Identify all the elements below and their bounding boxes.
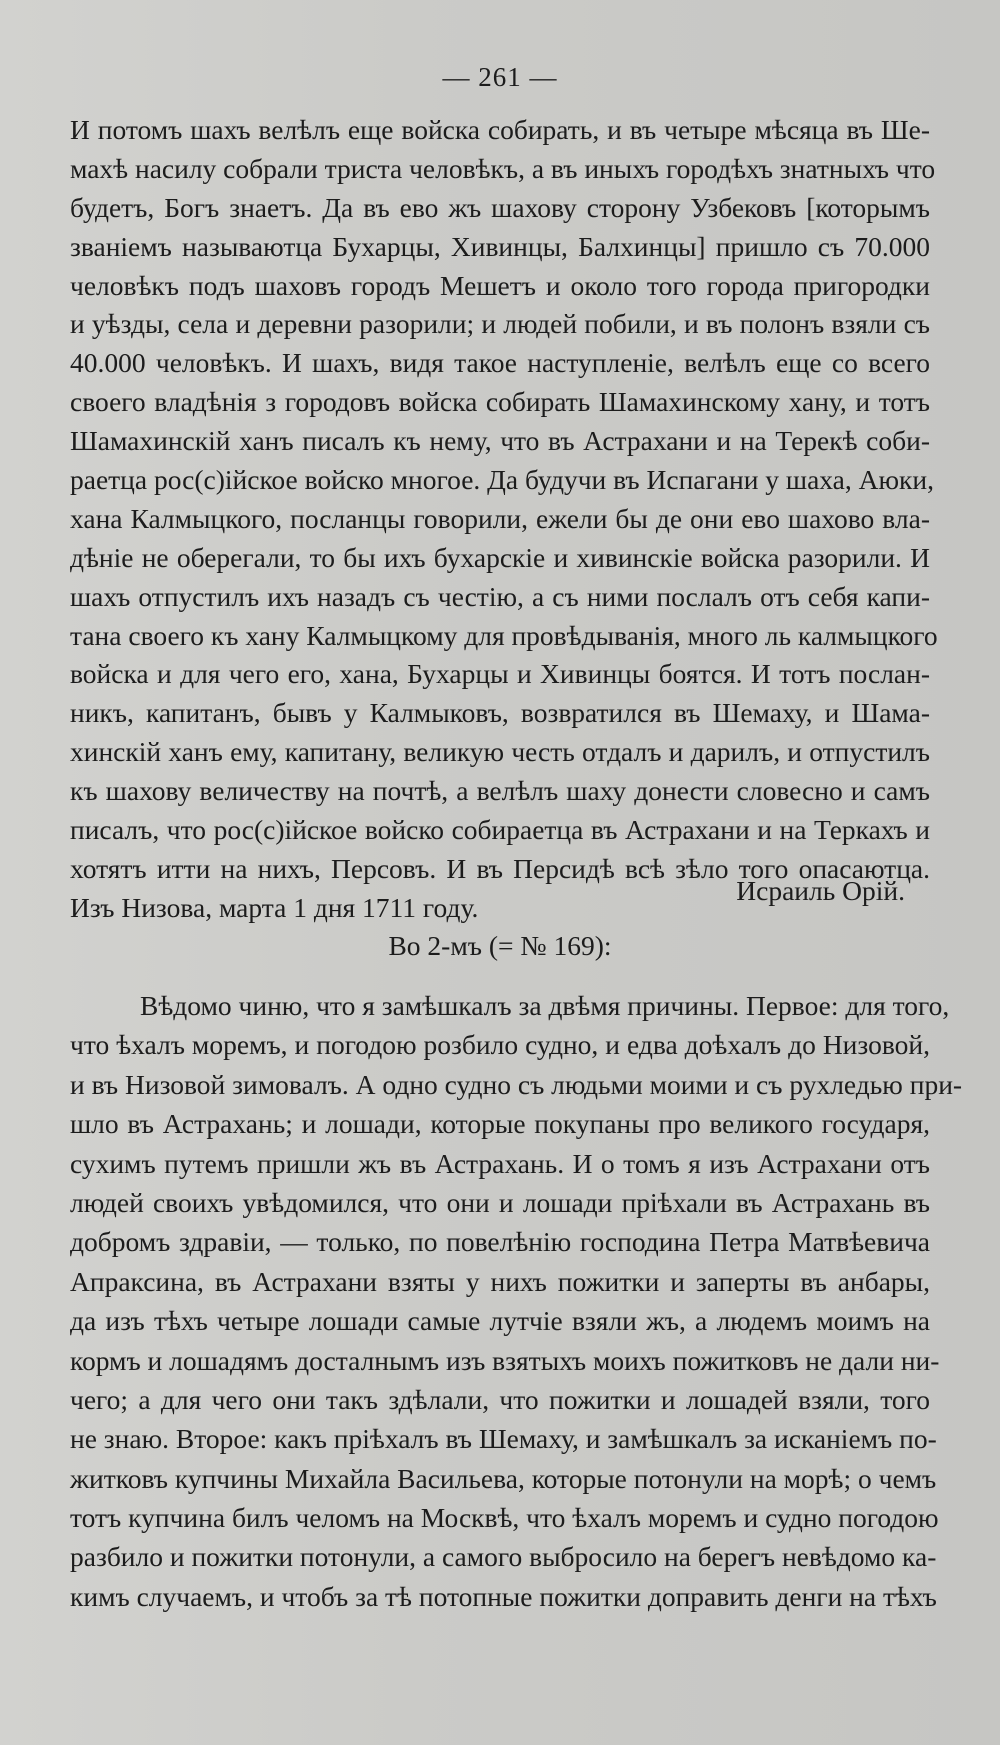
- text-line: и уѣзды, села и деревни разорили; и людей побили, и въ полонъ взяли съ: [70, 308, 930, 340]
- text-line: сухимъ путемъ пришли жъ въ Астрахань. И о томъ я изъ Астрахани отъ: [70, 1147, 930, 1179]
- text-line: писалъ, что рос(с)ійское войско собираетца въ Астрахани и на Теркахъ и: [70, 814, 930, 846]
- text-line: разбило и пожитки потонули, а самого выбросило на берегъ невѣдомо ка-: [70, 1541, 937, 1573]
- text-line: Вѣдомо чиню, что я замѣшкалъ за двѣмя причины. Первое: для того,: [140, 990, 950, 1021]
- text-line: къ шахову величеству на почтѣ, а велѣлъ шаху донести словесно и самъ: [70, 775, 930, 807]
- text-line: шахъ отпустилъ ихъ назадъ съ честію, а съ ними послалъ отъ себя капи-: [70, 580, 930, 612]
- text-line: своего владѣнія з городовъ войска собирать Шамахинскому хану, и тотъ: [70, 386, 930, 418]
- text-line: человѣкъ подъ шаховъ городъ Мешетъ и около того города пригородки: [70, 269, 930, 301]
- paragraph-second-letter: [70, 986, 963, 1616]
- text-line: кормъ и лошадямъ досталнымъ изъ взятыхъ моихъ пожитковъ не дали ни-: [70, 1344, 940, 1376]
- text-line: хинскій ханъ ему, капитану, великую честь отдалъ и дарилъ, и отпустилъ: [70, 736, 930, 768]
- text-line: дѣніе не оберегали, то бы ихъ бухарскіе и хивинскіе войска разорили. И: [70, 541, 930, 573]
- text-line: чего; а для чего они такъ здѣлали, что пожитки и лошадей взяли, того: [70, 1383, 930, 1415]
- text-line-date: Изъ Низова, марта 1 дня 1711 году.: [70, 891, 479, 923]
- page-number: — 261 —: [442, 62, 558, 92]
- text-line: раетца рос(с)ійское войско многое. Да будучи въ Испагани у шаха, Аюки,: [70, 464, 934, 496]
- signature: Исраиль Орій.: [736, 875, 905, 906]
- text-line: кимъ случаемъ, и чтобъ за тѣ потопные пожитки доправить денги на тѣхъ: [70, 1580, 937, 1612]
- text-line: званіемъ называютца Бухарцы, Хивинцы, Балхинцы] пришло съ 70.000: [70, 230, 930, 262]
- text-line: людей своихъ увѣдомился, что они и лошади пріѣхали въ Астрахань въ: [70, 1186, 930, 1218]
- text-line: не знаю. Второе: какъ пріѣхалъ въ Шемаху, и замѣшкалъ за исканіемъ по-: [70, 1423, 937, 1455]
- text-line: добромъ здравіи, — только, по повелѣнію господина Петра Матвѣевича: [70, 1226, 930, 1258]
- text-line: и въ Низовой зимовалъ. А одно судно съ людьми моими и съ рухледью при-: [70, 1068, 963, 1100]
- text-line: да изъ тѣхъ четыре лошади самые лутчіе взяли жъ, а людемъ моимъ на: [70, 1305, 930, 1337]
- paragraph-letter-body: [70, 111, 938, 928]
- text-line: будетъ, Богъ знаетъ. Да въ ево жъ шахову сторону Узбековъ [которымъ: [70, 191, 930, 223]
- text-line: махѣ насилу собрали триста человѣкъ, а въ иныхъ городѣхъ знатныхъ что: [70, 152, 936, 184]
- text-line: И потомъ шахъ велѣлъ еще войска собирать, и въ четыре мѣсяца въ Ше-: [70, 114, 930, 145]
- text-line: тана своего къ хану Калмыцкому для провѣдыванія, много ль калмыцкого: [70, 619, 938, 651]
- text-line: Апраксина, въ Астрахани взяты у нихъ пожитки и заперты въ анбары,: [70, 1265, 930, 1297]
- text-line: войска и для чего его, хана, Бухарцы и Хивинцы боятся. И тотъ послан-: [70, 658, 930, 690]
- text-line: тотъ купчина билъ челомъ на Москвѣ, что ѣхалъ моремъ и судно погодою: [70, 1502, 939, 1534]
- text-line: 40.000 человѣкъ. И шахъ, видя такое наступленіе, велѣлъ еще со всего: [70, 347, 930, 379]
- text-line: житковъ купчины Михайла Васильева, которые потонули на морѣ; о чемъ: [70, 1462, 937, 1494]
- text-line: никъ, капитанъ, бывъ у Калмыковъ, возвратился въ Шемаху, и Шама-: [70, 697, 930, 729]
- text-line: шло въ Астрахань; и лошади, которые покупаны про великого государя,: [70, 1108, 930, 1140]
- text-line: хотятъ итти на нихъ, Персовъ. И въ Персидѣ всѣ зѣло того опасаютца.: [70, 852, 930, 884]
- section-heading: Во 2-мъ (= № 169):: [388, 930, 612, 961]
- text-line: что ѣхалъ моремъ, и погодою розбило судно, и едва доѣхалъ до Низовой,: [70, 1029, 930, 1061]
- text-line: Шамахинскій ханъ писалъ къ нему, что въ Астрахани и на Терекѣ соби-: [70, 425, 930, 457]
- text-line: хана Калмыцкого, посланцы говорили, ежели бы де они ево шахово вла-: [70, 502, 930, 534]
